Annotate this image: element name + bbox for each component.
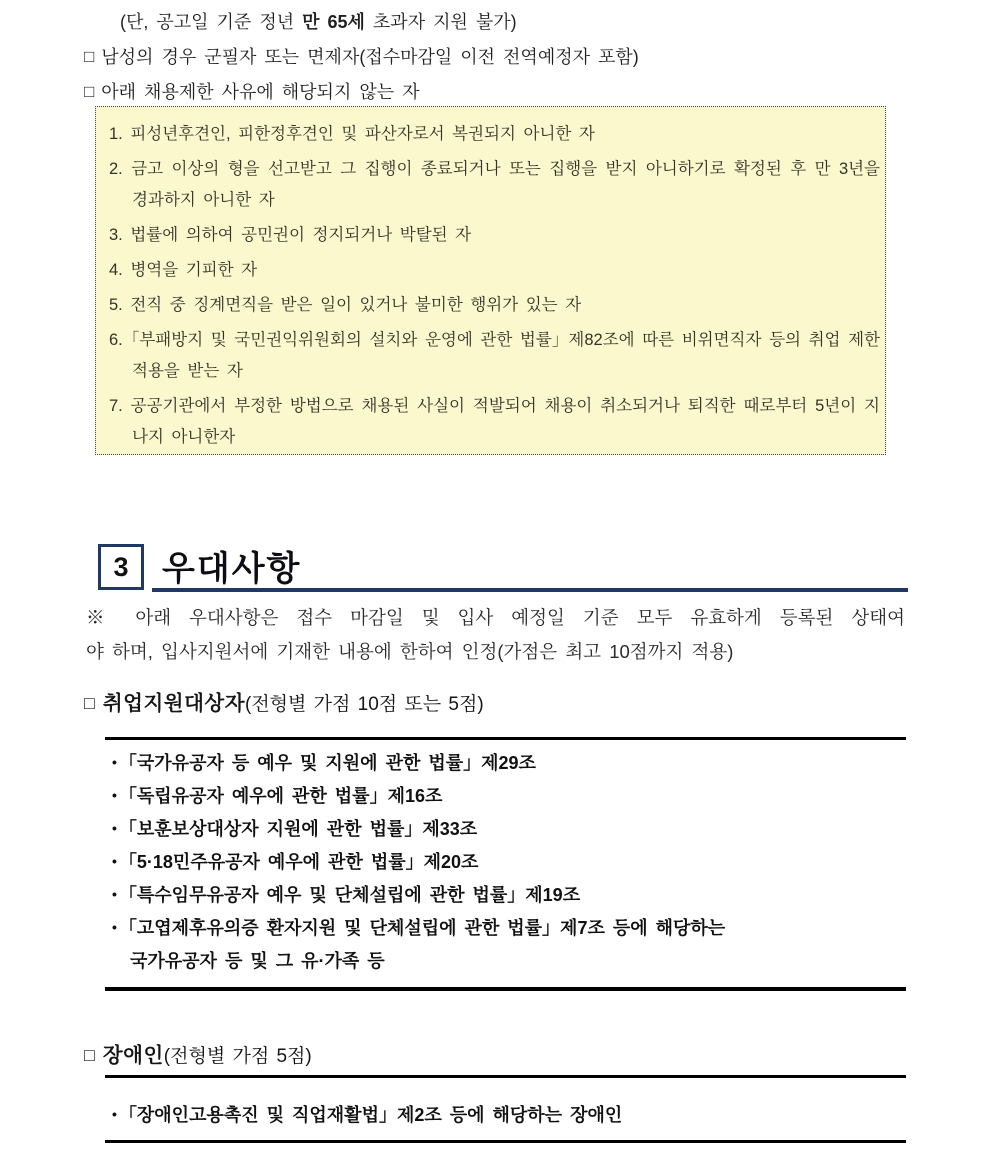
bullet-icon: • [112,853,117,869]
law-item [112,749,536,775]
employment-support-heading [84,686,484,716]
law-item-text: 「고엽제후유의증 환자지원 및 단체설립에 관한 법률」제7조 등에 해당하는 [118,918,726,938]
checkbox-icon: □ [84,47,95,66]
bullet-icon: • [112,919,117,935]
bullet-icon: • [112,754,117,770]
law-item [112,815,477,841]
law-item [112,848,478,874]
age-limit-note [120,8,517,34]
check-item-restriction-text: 아래 채용제한 사유에 해당되지 않는 자 [101,82,420,102]
divider [105,737,906,740]
restriction-item-6: 6.「부패방지 및 국민권익위원회의 설치와 운영에 관한 법률」제82조에 따른 비위면직자 등의 취업 제한 적용을 받는 자 [109,331,880,380]
restriction-item-4: 4. 병역을 기피한 자 [109,261,258,279]
law-item-text: 「장애인고용촉진 및 직업재활법」제2조 등에 해당하는 장애인 [118,1105,623,1125]
age-limit-note-post: 초과자 지원 불가) [364,12,517,32]
disabled-support-title: 장애인 [102,1044,164,1067]
law-item-text: 「보훈보상대상자 지원에 관한 법률」제33조 [118,819,478,839]
section-number-box [98,544,144,590]
law-item [112,914,725,940]
law-item [112,1101,622,1127]
checkbox-icon: □ [84,1045,95,1065]
bullet-icon: • [112,886,117,902]
section-number: 3 [113,551,129,582]
restriction-item-1: 1. 피성년후견인, 피한정후견인 및 파산자로서 복권되지 아니한 자 [109,125,595,143]
check-item-military [84,43,639,69]
bullet-icon: • [112,820,117,836]
disabled-support-heading [84,1038,312,1068]
age-limit-note-bold: 만 65세 [302,12,365,32]
divider [105,1075,906,1078]
bullet-icon: • [112,1106,117,1122]
employment-support-suffix: (전형별 가점 10점 또는 5점) [245,694,484,715]
checkbox-icon: □ [84,82,95,101]
employment-support-title: 취업지원대상자 [102,692,245,715]
restriction-item-5: 5. 전직 중 징계면직을 받은 일이 있거나 불미한 행위가 있는 자 [109,296,582,314]
restriction-item-7: 7. 공공기관에서 부정한 방법으로 채용된 사실이 적발되어 채용이 취소되거나 퇴직한 때로부터 5년이 지나지 아니한자 [109,397,880,446]
section-note-line1: ※ 아래 우대사항은 접수 마감일 및 입사 예정일 기준 모두 유효하게 등록된 상태여 [86,607,905,628]
check-item-restriction [84,78,420,104]
law-item-text: 「특수임무유공자 예우 및 단체설립에 관한 법률」제19조 [118,885,581,905]
check-item-military-text: 남성의 경우 군필자 또는 면제자(접수마감일 이전 전역예정자 포함) [101,47,639,67]
bullet-icon: • [112,787,117,803]
law-item-text: 「국가유공자 등 예우 및 지원에 관한 법률」제29조 [118,753,536,773]
law-item-text: 「독립유공자 예우에 관한 법률」제16조 [118,786,443,806]
disabled-support-suffix: (전형별 가점 5점) [163,1046,312,1067]
law-item-continuation: 국가유공자 등 및 그 유·가족 등 [130,951,385,971]
checkbox-icon: □ [84,693,95,713]
age-limit-note-pre: (단, 공고일 기준 정년 [120,12,303,32]
law-item [112,782,442,808]
section-title-underline [152,588,908,592]
section-title: 우대사항 [162,550,302,588]
law-item-text: 「5·18민주유공자 예우에 관한 법률」제20조 [118,852,479,872]
law-item [112,881,580,907]
divider [105,1140,906,1143]
divider [105,987,906,991]
section-note-line2: 야 하며, 입사지원서에 기재한 내용에 한하여 인정(가점은 최고 10점까지 적용) [86,641,734,662]
restriction-list-box [95,106,886,455]
restriction-item-3: 3. 법률에 의하여 공민권이 정지되거나 박탈된 자 [109,226,472,244]
restriction-item-2: 2. 금고 이상의 형을 선고받고 그 집행이 종료되거나 또는 집행을 받지 아니하기로 확정된 후 만 3년을 경과하지 아니한 자 [109,160,880,209]
